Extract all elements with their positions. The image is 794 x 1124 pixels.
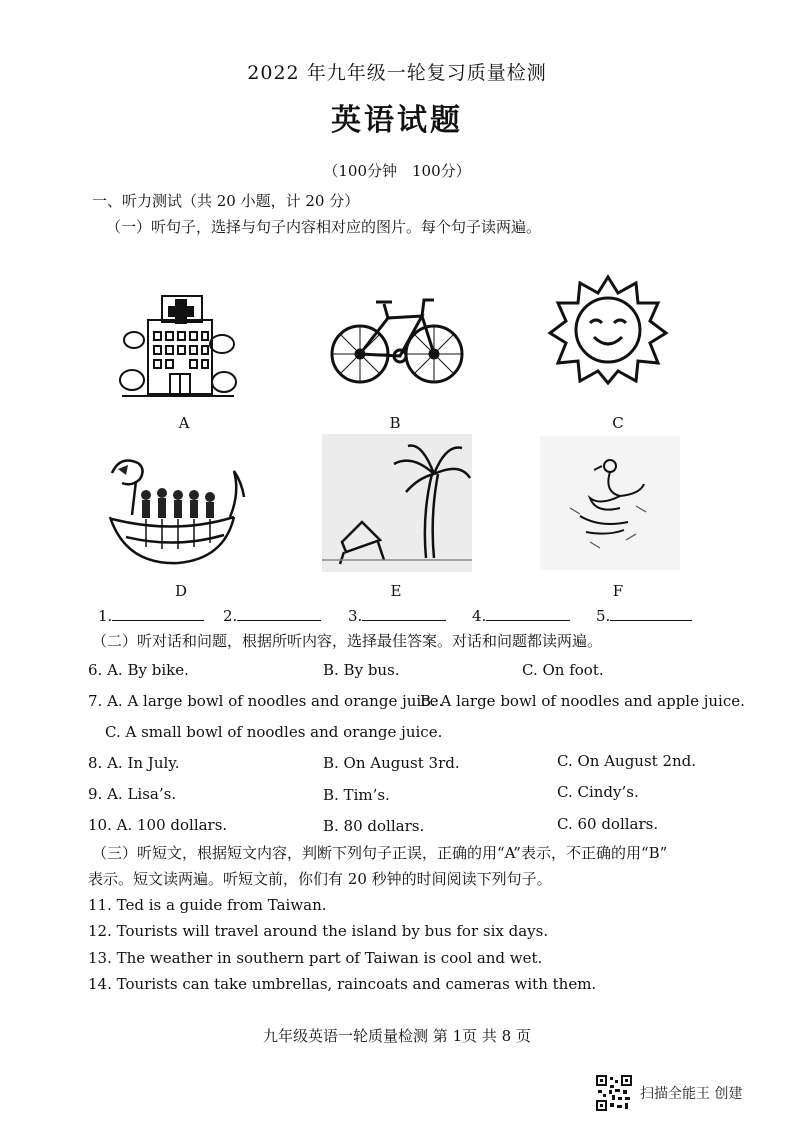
statement-14: 14. Tourists can take umbrellas, raincoats and cameras with them. <box>88 975 597 993</box>
picture-label-b: B <box>389 414 401 432</box>
q8-option-c: C. On August 2nd. <box>557 752 697 770</box>
q6-option-a: 6. A. By bike. <box>88 661 189 679</box>
q7-option-a: 7. A. A large bowl of noodles and orange juice. <box>88 692 444 710</box>
bird-icon <box>540 436 680 570</box>
beach-palm-icon <box>322 434 472 572</box>
picture-label-a: A <box>178 414 190 432</box>
blank-line <box>362 606 446 621</box>
blank-line <box>237 606 321 621</box>
blank-line <box>486 606 570 621</box>
qr-code-icon <box>596 1075 632 1111</box>
statement-11: 11. Ted is a guide from Taiwan. <box>88 896 327 914</box>
blank-number: 2. <box>223 607 238 625</box>
q9-option-b: B. Tim’s. <box>323 786 390 804</box>
blank-line <box>112 606 204 621</box>
section-heading: 一、听力测试（共 20 小题，计 20 分） <box>92 192 360 210</box>
q10-option-b: B. 80 dollars. <box>323 817 425 835</box>
bicycle-icon <box>330 288 464 392</box>
answer-blank-5[interactable] <box>596 606 692 625</box>
scanner-watermark <box>596 1075 742 1111</box>
q8-option-b: B. On August 3rd. <box>323 754 460 772</box>
time-score: （100分钟 100分） <box>323 162 471 180</box>
dragon-boat-icon <box>106 453 246 571</box>
answer-blank-1[interactable] <box>98 606 204 625</box>
part3-instruction: （三）听短文，根据短文内容，判断下列句子正误，正确的用“A”表示，不正确的用“B” <box>92 844 668 862</box>
picture-label-f: F <box>612 582 624 600</box>
blank-line <box>610 606 692 621</box>
q6-option-c: C. On foot. <box>522 661 604 679</box>
statement-13: 13. The weather in southern part of Taiwan is cool and wet. <box>88 949 543 967</box>
blank-number: 5. <box>596 607 611 625</box>
answer-blank-4[interactable] <box>472 606 570 625</box>
page-footer: 九年级英语一轮质量检测 第 1页 共 8 页 <box>263 1027 531 1045</box>
answer-blank-3[interactable] <box>348 606 446 625</box>
hospital-icon <box>118 292 238 402</box>
answer-blank-2[interactable] <box>223 606 321 625</box>
q10-option-a: 10. A. 100 dollars. <box>88 816 228 834</box>
blank-number: 4. <box>472 607 487 625</box>
q7-option-c: C. A small bowl of noodles and orange juice. <box>105 723 443 741</box>
q7-option-b: B. A large bowl of noodles and apple juice. <box>420 692 745 710</box>
q10-option-c: C. 60 dollars. <box>557 815 659 833</box>
part3-instruction-cont: 表示。短文读两遍。听短文前，你们有 20 秒钟的时间阅读下列句子。 <box>88 870 552 888</box>
q8-option-a: 8. A. In July. <box>88 754 180 772</box>
part2-instruction: （二）听对话和问题，根据所听内容，选择最佳答案。对话和问题都读两遍。 <box>92 632 603 650</box>
q9-option-a: 9. A. Lisa’s. <box>88 785 177 803</box>
statement-12: 12. Tourists will travel around the island by bus for six days. <box>88 922 549 940</box>
q9-option-c: C. Cindy’s. <box>557 783 639 801</box>
sun-icon <box>548 273 668 385</box>
picture-label-d: D <box>174 582 188 600</box>
picture-label-e: E <box>390 582 402 600</box>
exam-title: 2022 年九年级一轮复习质量检测 <box>247 62 547 84</box>
subject-title: 英语试题 <box>331 103 463 138</box>
blank-number: 1. <box>98 607 113 625</box>
q6-option-b: B. By bus. <box>323 661 400 679</box>
picture-label-c: C <box>612 414 624 432</box>
part1-instruction: （一）听句子，选择与句子内容相对应的图片。每个句子读两遍。 <box>106 218 542 236</box>
blank-number: 3. <box>348 607 363 625</box>
scanner-text: 扫描全能王 创建 <box>640 1086 743 1102</box>
